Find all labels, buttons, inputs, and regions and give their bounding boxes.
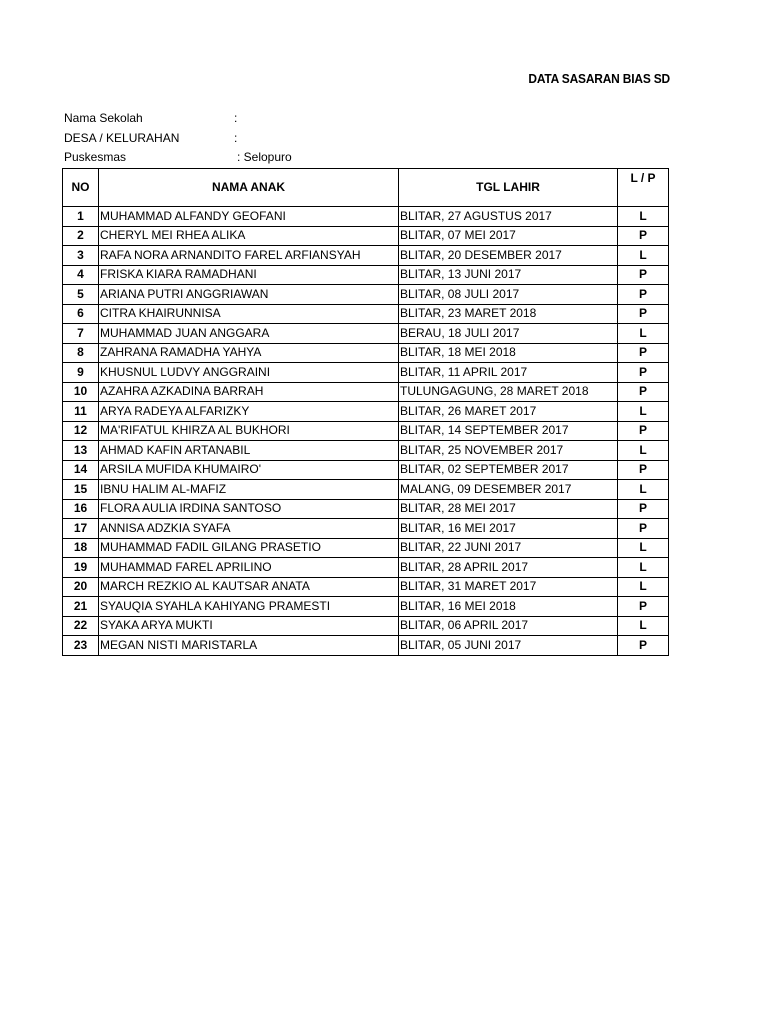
row-birth-date: BLITAR, 27 AGUSTUS 2017 bbox=[399, 207, 618, 227]
row-sex: P bbox=[618, 285, 669, 305]
row-sex: P bbox=[618, 265, 669, 285]
table-row bbox=[63, 616, 669, 636]
row-name: SYAUQIA SYAHLA KAHIYANG PRAMESTI bbox=[99, 597, 399, 617]
row-number: 21 bbox=[63, 597, 99, 617]
row-birth-date: TULUNGAGUNG, 28 MARET 2018 bbox=[399, 382, 618, 402]
row-sex: P bbox=[618, 636, 669, 656]
table-row bbox=[63, 597, 669, 617]
row-birth-date: BLITAR, 05 JUNI 2017 bbox=[399, 636, 618, 656]
row-number: 23 bbox=[63, 636, 99, 656]
field-label: DESA / KELURAHAN bbox=[64, 131, 180, 145]
table-row bbox=[63, 577, 669, 597]
row-birth-date: BLITAR, 22 JUNI 2017 bbox=[399, 538, 618, 558]
row-number: 9 bbox=[63, 363, 99, 383]
row-name: AZAHRA AZKADINA BARRAH bbox=[99, 382, 399, 402]
row-birth-date: BLITAR, 18 MEI 2018 bbox=[399, 343, 618, 363]
row-number: 4 bbox=[63, 265, 99, 285]
row-name: FRISKA KIARA RAMADHANI bbox=[99, 265, 399, 285]
row-number: 11 bbox=[63, 402, 99, 422]
row-number: 18 bbox=[63, 538, 99, 558]
row-sex: P bbox=[618, 343, 669, 363]
row-number: 20 bbox=[63, 577, 99, 597]
row-sex: P bbox=[618, 519, 669, 539]
row-name: CITRA KHAIRUNNISA bbox=[99, 304, 399, 324]
row-name: AHMAD KAFIN ARTANABIL bbox=[99, 441, 399, 461]
row-sex: L bbox=[618, 207, 669, 227]
row-birth-date: BLITAR, 02 SEPTEMBER 2017 bbox=[399, 460, 618, 480]
header-sex: L / P bbox=[618, 169, 669, 207]
row-name: KHUSNUL LUDVY ANGGRAINI bbox=[99, 363, 399, 383]
row-birth-date: BLITAR, 14 SEPTEMBER 2017 bbox=[399, 421, 618, 441]
row-name: FLORA AULIA IRDINA SANTOSO bbox=[99, 499, 399, 519]
row-number: 12 bbox=[63, 421, 99, 441]
row-name: IBNU HALIM AL-MAFIZ bbox=[99, 480, 399, 500]
row-birth-date: BLITAR, 07 MEI 2017 bbox=[399, 226, 618, 246]
table-row bbox=[63, 402, 669, 422]
field-label: Puskesmas bbox=[64, 150, 127, 164]
row-number: 7 bbox=[63, 324, 99, 344]
row-number: 1 bbox=[63, 207, 99, 227]
row-name: ARSILA MUFIDA KHUMAIRO' bbox=[99, 460, 399, 480]
row-birth-date: BLITAR, 20 DESEMBER 2017 bbox=[399, 246, 618, 266]
student-table bbox=[62, 168, 669, 656]
header-no: NO bbox=[63, 169, 99, 207]
row-sex: L bbox=[618, 538, 669, 558]
field-value: : Selopuro bbox=[237, 150, 292, 164]
row-birth-date: BLITAR, 31 MARET 2017 bbox=[399, 577, 618, 597]
row-name: CHERYL MEI RHEA ALIKA bbox=[99, 226, 399, 246]
table-row bbox=[63, 460, 669, 480]
table-row bbox=[63, 382, 669, 402]
row-birth-date: MALANG, 09 DESEMBER 2017 bbox=[399, 480, 618, 500]
row-name: ARYA RADEYA ALFARIZKY bbox=[99, 402, 399, 422]
row-birth-date: BLITAR, 28 MEI 2017 bbox=[399, 499, 618, 519]
row-name: SYAKA ARYA MUKTI bbox=[99, 616, 399, 636]
row-sex: P bbox=[618, 460, 669, 480]
field-value: : bbox=[234, 111, 238, 125]
row-number: 19 bbox=[63, 558, 99, 578]
table-row bbox=[63, 343, 669, 363]
row-name: MARCH REZKIO AL KAUTSAR ANATA bbox=[99, 577, 399, 597]
row-number: 6 bbox=[63, 304, 99, 324]
table-row bbox=[63, 441, 669, 461]
row-birth-date: BLITAR, 25 NOVEMBER 2017 bbox=[399, 441, 618, 461]
row-sex: P bbox=[618, 363, 669, 383]
row-number: 5 bbox=[63, 285, 99, 305]
document-title: DATA SASARAN BIAS SD bbox=[528, 71, 670, 86]
row-sex: L bbox=[618, 577, 669, 597]
row-sex: L bbox=[618, 480, 669, 500]
row-sex: L bbox=[618, 402, 669, 422]
row-sex: L bbox=[618, 441, 669, 461]
table-row bbox=[63, 558, 669, 578]
row-number: 14 bbox=[63, 460, 99, 480]
row-number: 2 bbox=[63, 226, 99, 246]
row-sex: P bbox=[618, 597, 669, 617]
row-number: 22 bbox=[63, 616, 99, 636]
row-sex: L bbox=[618, 324, 669, 344]
header-name: NAMA ANAK bbox=[99, 169, 399, 207]
row-number: 15 bbox=[63, 480, 99, 500]
table-header-row bbox=[63, 169, 669, 207]
row-birth-date: BLITAR, 08 JULI 2017 bbox=[399, 285, 618, 305]
table-row bbox=[63, 324, 669, 344]
table-row bbox=[63, 480, 669, 500]
row-birth-date: BLITAR, 26 MARET 2017 bbox=[399, 402, 618, 422]
row-name: RAFA NORA ARNANDITO FAREL ARFIANSYAH bbox=[99, 246, 399, 266]
row-sex: L bbox=[618, 616, 669, 636]
row-number: 17 bbox=[63, 519, 99, 539]
row-sex: P bbox=[618, 499, 669, 519]
row-number: 3 bbox=[63, 246, 99, 266]
row-birth-date: BLITAR, 28 APRIL 2017 bbox=[399, 558, 618, 578]
row-name: MA'RIFATUL KHIRZA AL BUKHORI bbox=[99, 421, 399, 441]
row-birth-date: BLITAR, 11 APRIL 2017 bbox=[399, 363, 618, 383]
row-birth-date: BLITAR, 16 MEI 2018 bbox=[399, 597, 618, 617]
row-name: MUHAMMAD FADIL GILANG PRASETIO bbox=[99, 538, 399, 558]
row-name: MEGAN NISTI MARISTARLA bbox=[99, 636, 399, 656]
row-number: 16 bbox=[63, 499, 99, 519]
row-sex: P bbox=[618, 304, 669, 324]
row-birth-date: BLITAR, 16 MEI 2017 bbox=[399, 519, 618, 539]
table-row bbox=[63, 421, 669, 441]
table-row bbox=[63, 226, 669, 246]
table-row bbox=[63, 207, 669, 227]
row-sex: P bbox=[618, 226, 669, 246]
row-birth-date: BLITAR, 13 JUNI 2017 bbox=[399, 265, 618, 285]
table-row bbox=[63, 246, 669, 266]
table-row bbox=[63, 285, 669, 305]
table-row bbox=[63, 636, 669, 656]
field-value: : bbox=[234, 131, 238, 145]
table-row bbox=[63, 304, 669, 324]
row-name: MUHAMMAD FAREL APRILINO bbox=[99, 558, 399, 578]
row-number: 13 bbox=[63, 441, 99, 461]
row-name: ZAHRANA RAMADHA YAHYA bbox=[99, 343, 399, 363]
row-sex: P bbox=[618, 382, 669, 402]
table-row bbox=[63, 499, 669, 519]
row-name: ANNISA ADZKIA SYAFA bbox=[99, 519, 399, 539]
row-birth-date: BLITAR, 06 APRIL 2017 bbox=[399, 616, 618, 636]
row-name: MUHAMMAD ALFANDY GEOFANI bbox=[99, 207, 399, 227]
row-sex: L bbox=[618, 246, 669, 266]
field-label: Nama Sekolah bbox=[64, 111, 143, 125]
row-sex: P bbox=[618, 421, 669, 441]
row-number: 8 bbox=[63, 343, 99, 363]
header-dob: TGL LAHIR bbox=[399, 169, 618, 207]
row-birth-date: BLITAR, 23 MARET 2018 bbox=[399, 304, 618, 324]
table-row bbox=[63, 538, 669, 558]
row-name: ARIANA PUTRI ANGGRIAWAN bbox=[99, 285, 399, 305]
table-row bbox=[63, 363, 669, 383]
row-birth-date: BERAU, 18 JULI 2017 bbox=[399, 324, 618, 344]
row-name: MUHAMMAD JUAN ANGGARA bbox=[99, 324, 399, 344]
table-row bbox=[63, 519, 669, 539]
table-row bbox=[63, 265, 669, 285]
row-sex: L bbox=[618, 558, 669, 578]
row-number: 10 bbox=[63, 382, 99, 402]
